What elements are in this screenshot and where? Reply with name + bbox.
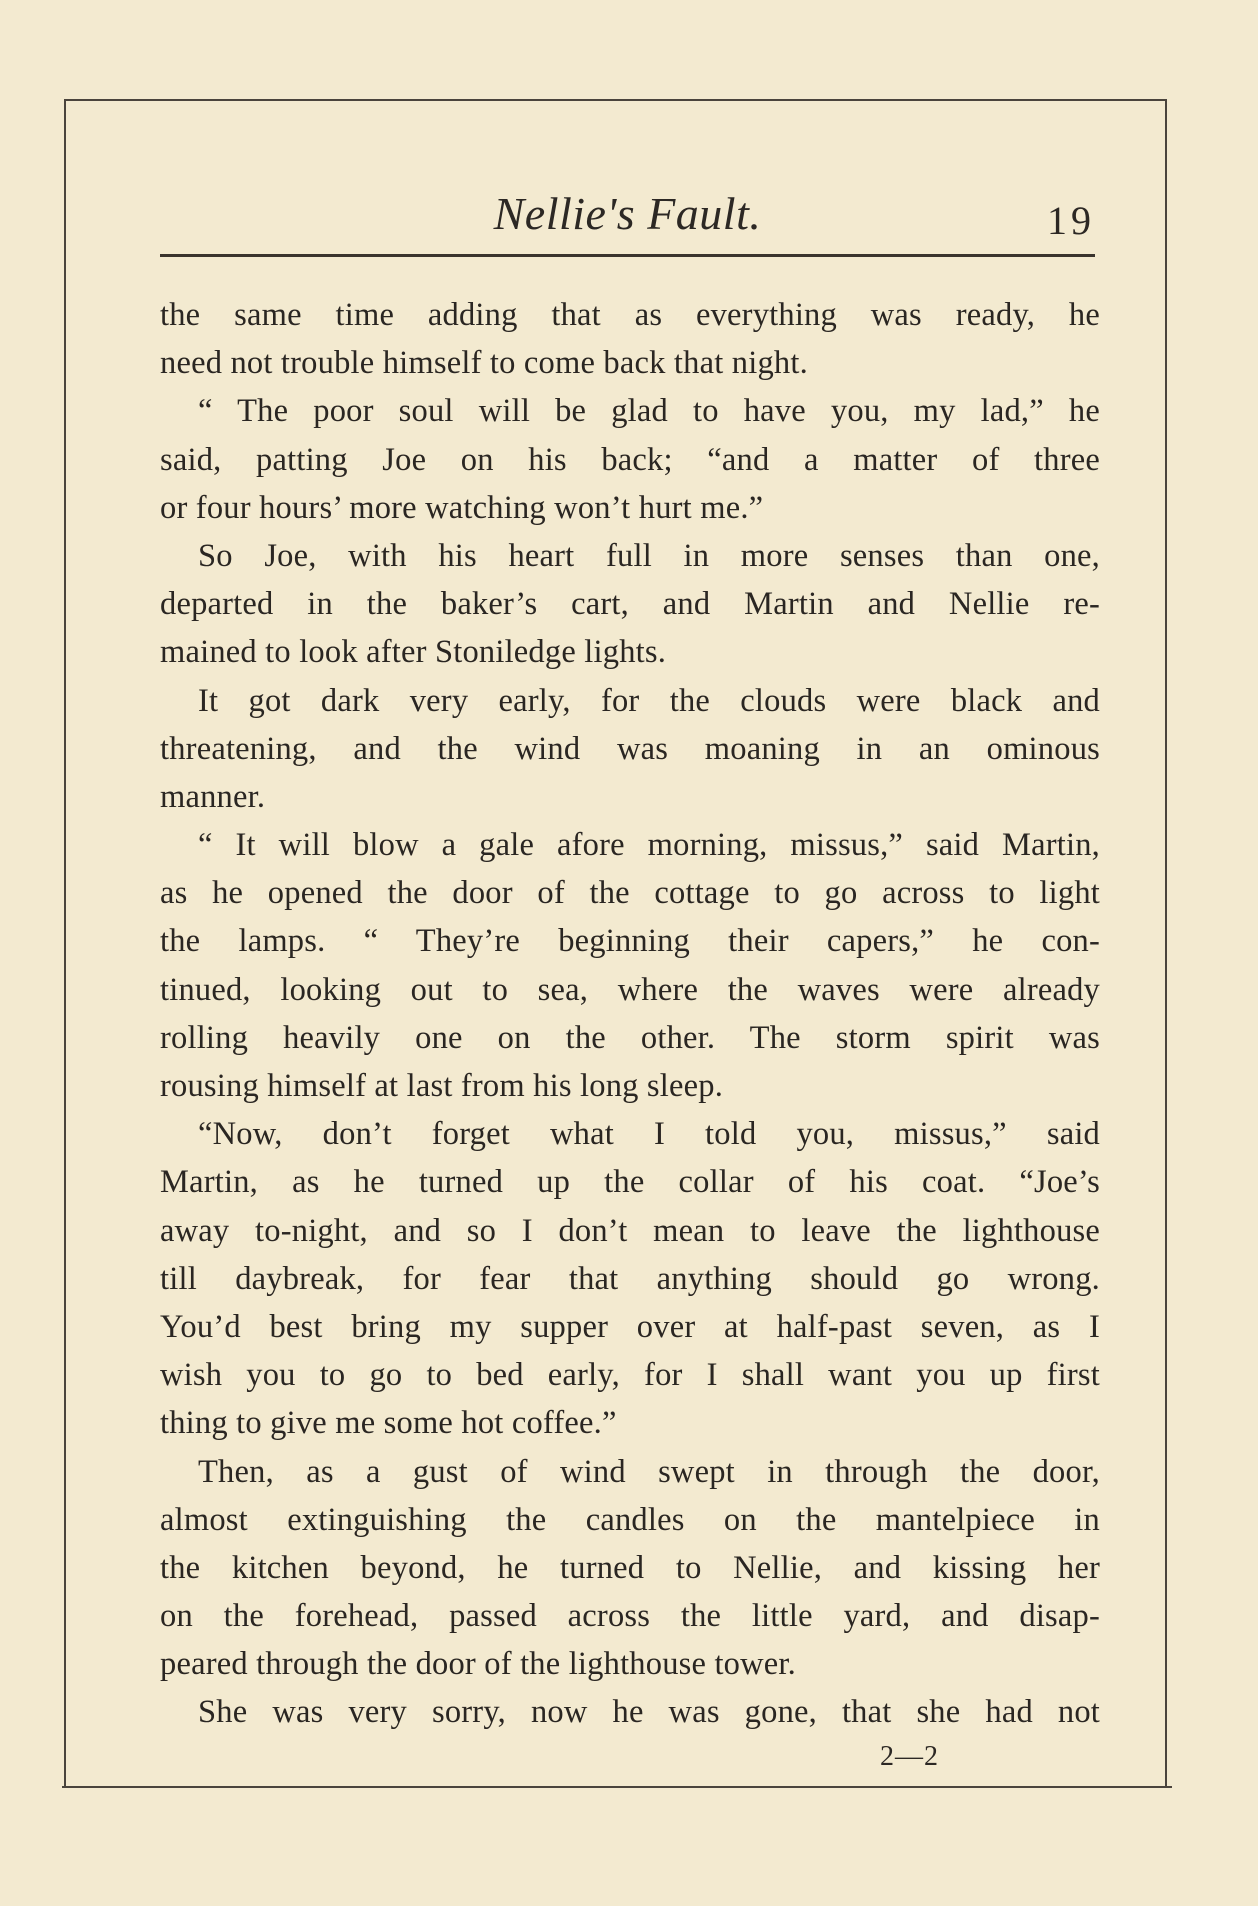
text-line: till daybreak, for fear that anything should go wrong. <box>160 1260 1100 1297</box>
text-line: She was very sorry, now he was gone, that she had not <box>198 1694 1100 1731</box>
header-rule <box>160 254 1095 257</box>
text-line: or four hours’ more watching won’t hurt me.” <box>160 489 764 526</box>
running-title: Nellie's Fault. <box>493 188 762 239</box>
text-line: the kitchen beyond, he turned to Nellie, and kissing her <box>160 1549 1100 1586</box>
text-line: tinued, looking out to sea, where the waves were already <box>160 971 1100 1008</box>
running-head <box>160 183 1095 243</box>
text-line: wish you to go to bed early, for I shall want you up first <box>160 1357 1100 1394</box>
text-line: almost extinguishing the candles on the mantelpiece in <box>160 1501 1100 1538</box>
text-line: the lamps. “ They’re beginning their capers,” he con- <box>160 923 1100 960</box>
text-line: need not trouble himself to come back that night. <box>160 345 808 382</box>
text-line: on the forehead, passed across the little yard, and disap- <box>160 1598 1100 1635</box>
text-line: It got dark very early, for the clouds were black and <box>198 682 1100 719</box>
text-line: threatening, and the wind was moaning in an ominous <box>160 730 1100 767</box>
text-line: “ The poor soul will be glad to have you, my lad,” he <box>198 393 1100 430</box>
text-line: the same time adding that as everything was ready, he <box>160 297 1100 333</box>
text-line: departed in the baker’s cart, and Martin and Nellie re- <box>160 586 1100 623</box>
text-line: away to-night, and so I don’t mean to leave the lighthouse <box>160 1212 1100 1249</box>
text-line: rousing himself at last from his long sleep. <box>160 1068 724 1104</box>
text-line: rolling heavily one on the other. The storm spirit was <box>160 1019 1100 1056</box>
text-line: mained to look after Stoniledge lights. <box>160 634 667 671</box>
text-line: as he opened the door of the cottage to go across to light <box>160 875 1100 912</box>
text-line: Then, as a gust of wind swept in through the door, <box>198 1453 1100 1490</box>
text-line: peared through the door of the lighthouse tower. <box>160 1646 796 1683</box>
text-line: thing to give me some hot coffee.” <box>160 1405 617 1442</box>
page-border-bottom <box>62 1786 1172 1788</box>
signature-mark: 2—2 <box>880 1741 939 1772</box>
text-line: You’d best bring my supper over at half-past seven, as I <box>160 1308 1100 1345</box>
text-line: manner. <box>160 778 266 815</box>
body-text <box>160 291 1100 1737</box>
text-line: said, patting Joe on his back; “and a matter of three <box>160 441 1100 478</box>
text-line: Martin, as he turned up the collar of his coat. “Joe’s <box>160 1164 1100 1201</box>
text-line: “Now, don’t forget what I told you, missus,” said <box>198 1116 1100 1153</box>
text-line: “ It will blow a gale afore morning, missus,” said Martin, <box>198 827 1100 864</box>
page-number: 19 <box>1047 198 1095 243</box>
text-line: So Joe, with his heart full in more senses than one, <box>198 537 1100 574</box>
